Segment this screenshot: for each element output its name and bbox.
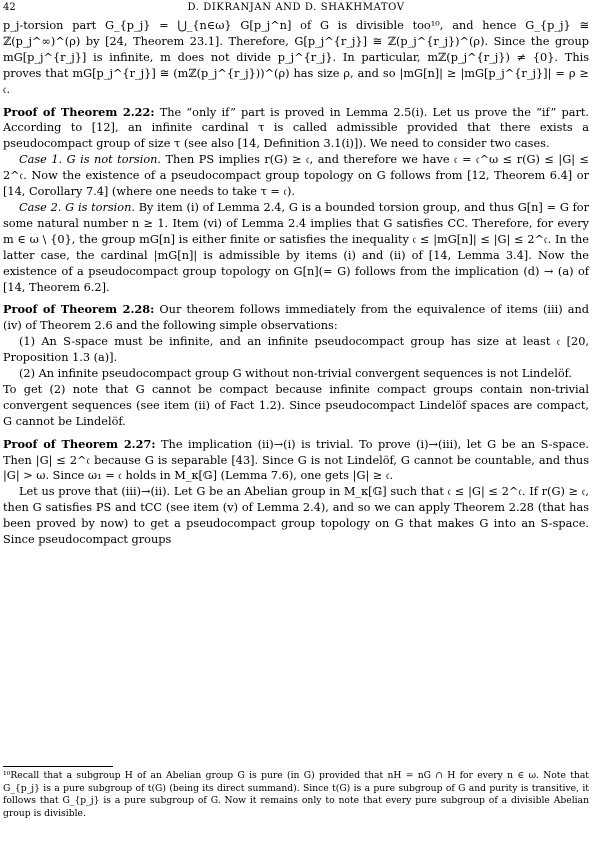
paragraph: Let us prove that (iii)→(ii). Let G be an Abelian group in M_κ[𝔾] such that 𝔠 ≤ |G| ≤ 2^𝔠. If r(G) ≥ 𝔠, then G satisfies PS and tCC (see item (v) of Lemma 2.4), and so we can apply Theorem 2.28 (that has been proved by now) to get a pseudocompact group topology on G that makes G into an S-space. Since pseudocompact groups [3, 485, 589, 547]
running-title: D. DIKRANJAN AND D. SHAKHMATOV [187, 2, 405, 13]
running-header [3, 2, 589, 16]
observation-2: (2) An infinite pseudocompact group G without non-trivial convergent sequences is not Lindelöf. [19, 367, 572, 381]
page-number: 42 [3, 2, 16, 13]
case-1: Case 1. G is not torsion. Then PS implies r(G) ≥ 𝔠, and therefore we have 𝔠 = 𝔠^ω ≤ r(G) ≤ |G| ≤ 2^𝔠. Now the existence of a pseudocompact group topology on G follows from [12, Theorem 6.4] or [14, Corollary 7.4] (where one needs to take τ = 𝔠). [3, 153, 590, 199]
proof-theorem-2-27: Proof of Theorem 2.27: The implication (ii)→(i) is trivial. To prove (i)→(iii), let G be an S-space. Then |G| ≤ 2^𝔠 because G is separable [43]. Since G is not Lindelöf, G cannot be countable, and thus |G| > ω. Since ω₁ = 𝔠 holds in M_κ[𝔾] (Lemma 7.6), one gets |G| ≥ 𝔠. [3, 436, 589, 483]
proof-heading: Proof of Theorem 2.28: [3, 302, 155, 317]
observation-1: (1) An S-space must be infinite, and an infinite pseudocompact group has size at least 𝔠 [20, Proposition 1.3 (a)]. [3, 335, 589, 365]
proof-theorem-2-28: Proof of Theorem 2.28: Our theorem follows immediately from the equivalence of items (iii) and (iv) of Theorem 2.6 and the following simple observations: [3, 302, 589, 333]
paragraph: To get (2) note that G cannot be compact because infinite compact groups contain non-trivial convergent sequences (see item (ii) of Fact 1.2). Since pseudocompact Lindelöf spaces are compact, G cannot be Lindelöf. [3, 382, 589, 428]
footnote-10: ¹⁰Recall that a subgroup H of an Abelian group G is pure (in G) provided that nH = nG ∩ H for every n ∈ ω. Note that G_{p_j} is a pure subgroup of t(G) (being its direct summand). Since t(G) is a pure subgroup of G and purity is transitive, it follows that G_{p_j} is a pure subgroup of G. Now it remains only to note that every pure subgroup of a divisible Abelian group is divisible. [3, 770, 589, 819]
case-heading: Case 2. G is torsion. [19, 200, 135, 214]
proof-heading: Proof of Theorem 2.22: [3, 104, 155, 119]
body-text [3, 18, 589, 548]
paragraph: p_j-torsion part G_{p_j} = ⋃_{n∈ω} G[p_j^n] of G is divisible too¹⁰, and hence G_{p_j} ≅ ℤ(p_j^∞)^(ρ) by [24, Theorem 23.1]. Therefore, G[p_j^{r_j}] ≅ ℤ(p_j^{r_j})^(ρ). Since the group mG[p_j^{r_j}] is infinite, m does not divide p_j^{r_j}. In particular, mℤ(p_j^{r_j}) ≠ {0}. This proves that mG[p_j^{r_j}] ≅ (mℤ(p_j^{r_j}))^(ρ) has size ρ, and so |mG[n]| ≥ |mG[p_j^{r_j}]| = ρ ≥ 𝔠. [3, 19, 589, 96]
footnote [3, 770, 589, 820]
proof-theorem-2-22: Proof of Theorem 2.22: The “only if” part is proved in Lemma 2.5(i). Let us prove the “if” part. According to [12], an infinite cardinal τ is called admissible provided that there exists a pseudocompact group of size τ (see also [14, Definition 3.1(i)]). We need to consider two cases. [3, 104, 589, 151]
case-2: Case 2. G is torsion. By item (i) of Lemma 2.4, G is a bounded torsion group, and thus G[n] = G for some natural number n ≥ 1. Item (vi) of Lemma 2.4 implies that G satisfies CC. Therefore, for every m ∈ ω \ {0}, the group mG[n] is either finite or satisfies the inequality 𝔠 ≤ |mG[n]| ≤ |G| ≤ 2^𝔠. In the latter case, the cardinal |mG[n]| is admissible by items (i) and (ii) of [14, Lemma 3.4]. Now the existence of a pseudocompact group topology on G[n](= G) follows from the implication (d) → (a) of [14, Theorem 6.2]. [3, 200, 589, 294]
case-heading: Case 1. G is not torsion. [19, 153, 161, 167]
footnote-rule [3, 766, 113, 767]
proof-heading: Proof of Theorem 2.27: [3, 436, 156, 451]
